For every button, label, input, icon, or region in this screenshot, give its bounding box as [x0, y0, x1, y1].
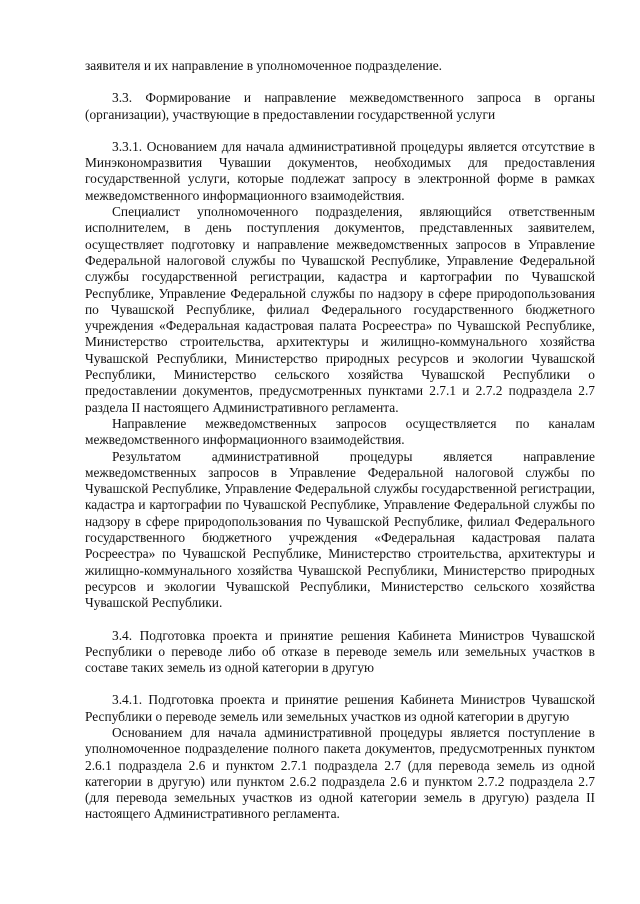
section-heading-3-3: 3.3. Формирование и направление межведомственного запроса в органы (организации), участвующие в предоставлении государственной услуги	[85, 90, 595, 122]
paragraph-3-3-1: 3.3.1. Основанием для начала административной процедуры является отсутствие в Минэкономразвития Чувашии документов, необходимых для предоставления государственной услуги, которые подлежат запросу в электронной форме в рамках межведомственного информационного взаимодействия.	[85, 138, 595, 203]
paragraph-3-4-1: 3.4.1. Подготовка проекта и принятие решения Кабинета Министров Чувашской Республики о переводе земель или земельных участков из одной категории в другую	[85, 692, 595, 724]
section-heading-3-4: 3.4. Подготовка проекта и принятие решения Кабинета Министров Чувашской Республики о переводе либо об отказе в переводе земель или земельных участков в составе таких земель из одной категории в другую	[85, 627, 595, 676]
paragraph-continuation: заявителя и их направление в уполномоченное подразделение.	[85, 58, 443, 73]
paragraph-result: Результатом административной процедуры является направление межведомственных запросов в Управление Федеральной налоговой службы по Чувашской Республике, Управление Федеральной службы государственной регистрации, кадастра и картографии по Чувашской Республике, Управление Федеральной службы по надзору в сфере природопользования по Чувашской Республике, филиал Федерального государственного бюджетного учреждения «Федеральная кадастровая палата Росреестра» по Чувашской Республике, Министерство строительства, архитектуры и жилищно-коммунального хозяйства Чувашской Республики, Министерство природных ресурсов и экологии Чувашской Республики, Министерство сельского хозяйства Чувашской Республики.	[85, 448, 595, 611]
paragraph-basis: Основанием для начала административной процедуры является поступление в уполномоченное подразделение полного пакета документов, предусмотренных пунктом 2.6.1 подраздела 2.6 и пунктом 2.7.1 подраздела 2.7 (для перевода земель из одной категории в другую) или пунктом 2.6.2 подраздела 2.6 и пунктом 2.7.2 подраздела 2.7 (для перевода земельных участков из одной категории земель в другую) раздела II настоящего Административного регламента.	[85, 724, 595, 822]
document-page	[85, 58, 595, 823]
paragraph-specialist: Специалист уполномоченного подразделения, являющийся ответственным исполнителем, в день поступления документов, представленных заявителем, осуществляет подготовку и направление межведомственных запросов в Управление Федеральной налоговой службы по Чувашской Республике, Управление Федеральной службы государственной регистрации, кадастра и картографии по Чувашской Республике, Управление Федеральной службы по надзору в сфере природопользования по Чувашской Республике, филиал Федерального государственного бюджетного учреждения «Федеральная кадастровая палата Росреестра» по Чувашской Республике, Министерство строительства, архитектуры и жилищно-коммунального хозяйства Чувашской Республики, Министерство природных ресурсов и экологии Чувашской Республики, Министерство сельского хозяйства Чувашской Республики о предоставлении документов, предусмотренных пунктами 2.7.1 и 2.7.2 подраздела 2.7 раздела II настоящего Административного регламента.	[85, 204, 595, 415]
paragraph-requests-channels: Направление межведомственных запросов осуществляется по каналам межведомственного информационного взаимодействия.	[85, 415, 595, 448]
